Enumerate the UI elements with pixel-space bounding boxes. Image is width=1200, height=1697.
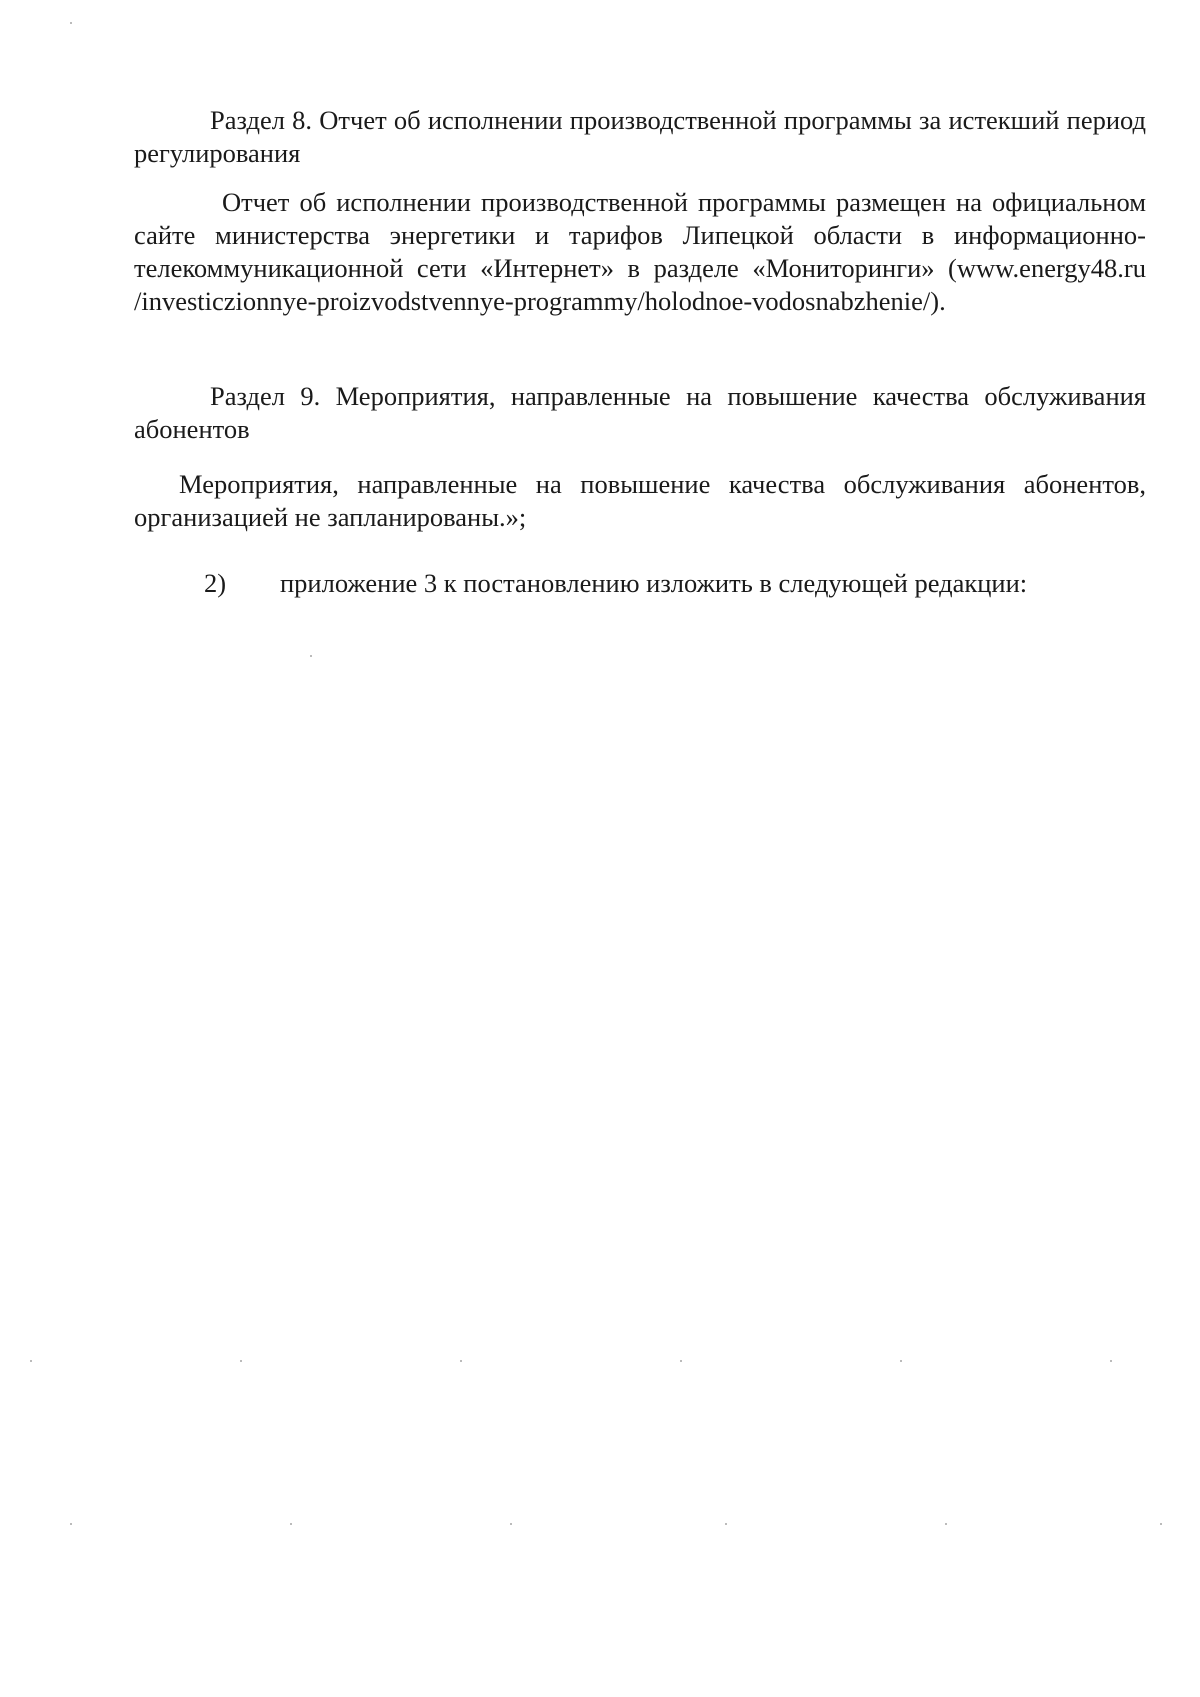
scan-artifact [310,655,312,657]
scan-artifact [725,1523,727,1525]
section-9-heading: Раздел 9. Мероприятия, направленные на повышение качества обслуживания абонентов [134,381,1146,444]
section-9-body: Мероприятия, направленные на повышение качества обслуживания абонентов, организацией не запланированы.»; [134,469,1146,532]
section-8-body: Отчет об исполнении производственной программы размещен на официальном сайте министерства энергетики и тарифов Липецкой области в информационно-телекоммуникационной сети «Интернет» в разделе «Мониторинги» (www.energy48.ru /investiczionnye-proizvodstvennye-programmy/holodnoe-vodosnabzhenie/). [134,187,1146,316]
scan-artifact [1110,1360,1112,1362]
scan-artifact [460,1360,462,1362]
scan-artifact [680,1360,682,1362]
scan-artifact [1160,1523,1162,1525]
scan-artifact [290,1523,292,1525]
scan-artifact [30,1360,32,1362]
scan-artifact [70,1523,72,1525]
list-item-number: 2) [204,568,227,598]
section-8-heading: Раздел 8. Отчет об исполнении производственной программы за истекший период регулирования [134,105,1146,168]
scan-artifact [510,1523,512,1525]
scan-artifact [900,1360,902,1362]
list-item-text: приложение 3 к постановлению изложить в следующей редакции: [280,568,1028,598]
scan-artifact [70,22,72,24]
scan-artifact [945,1523,947,1525]
scan-artifact [240,1360,242,1362]
